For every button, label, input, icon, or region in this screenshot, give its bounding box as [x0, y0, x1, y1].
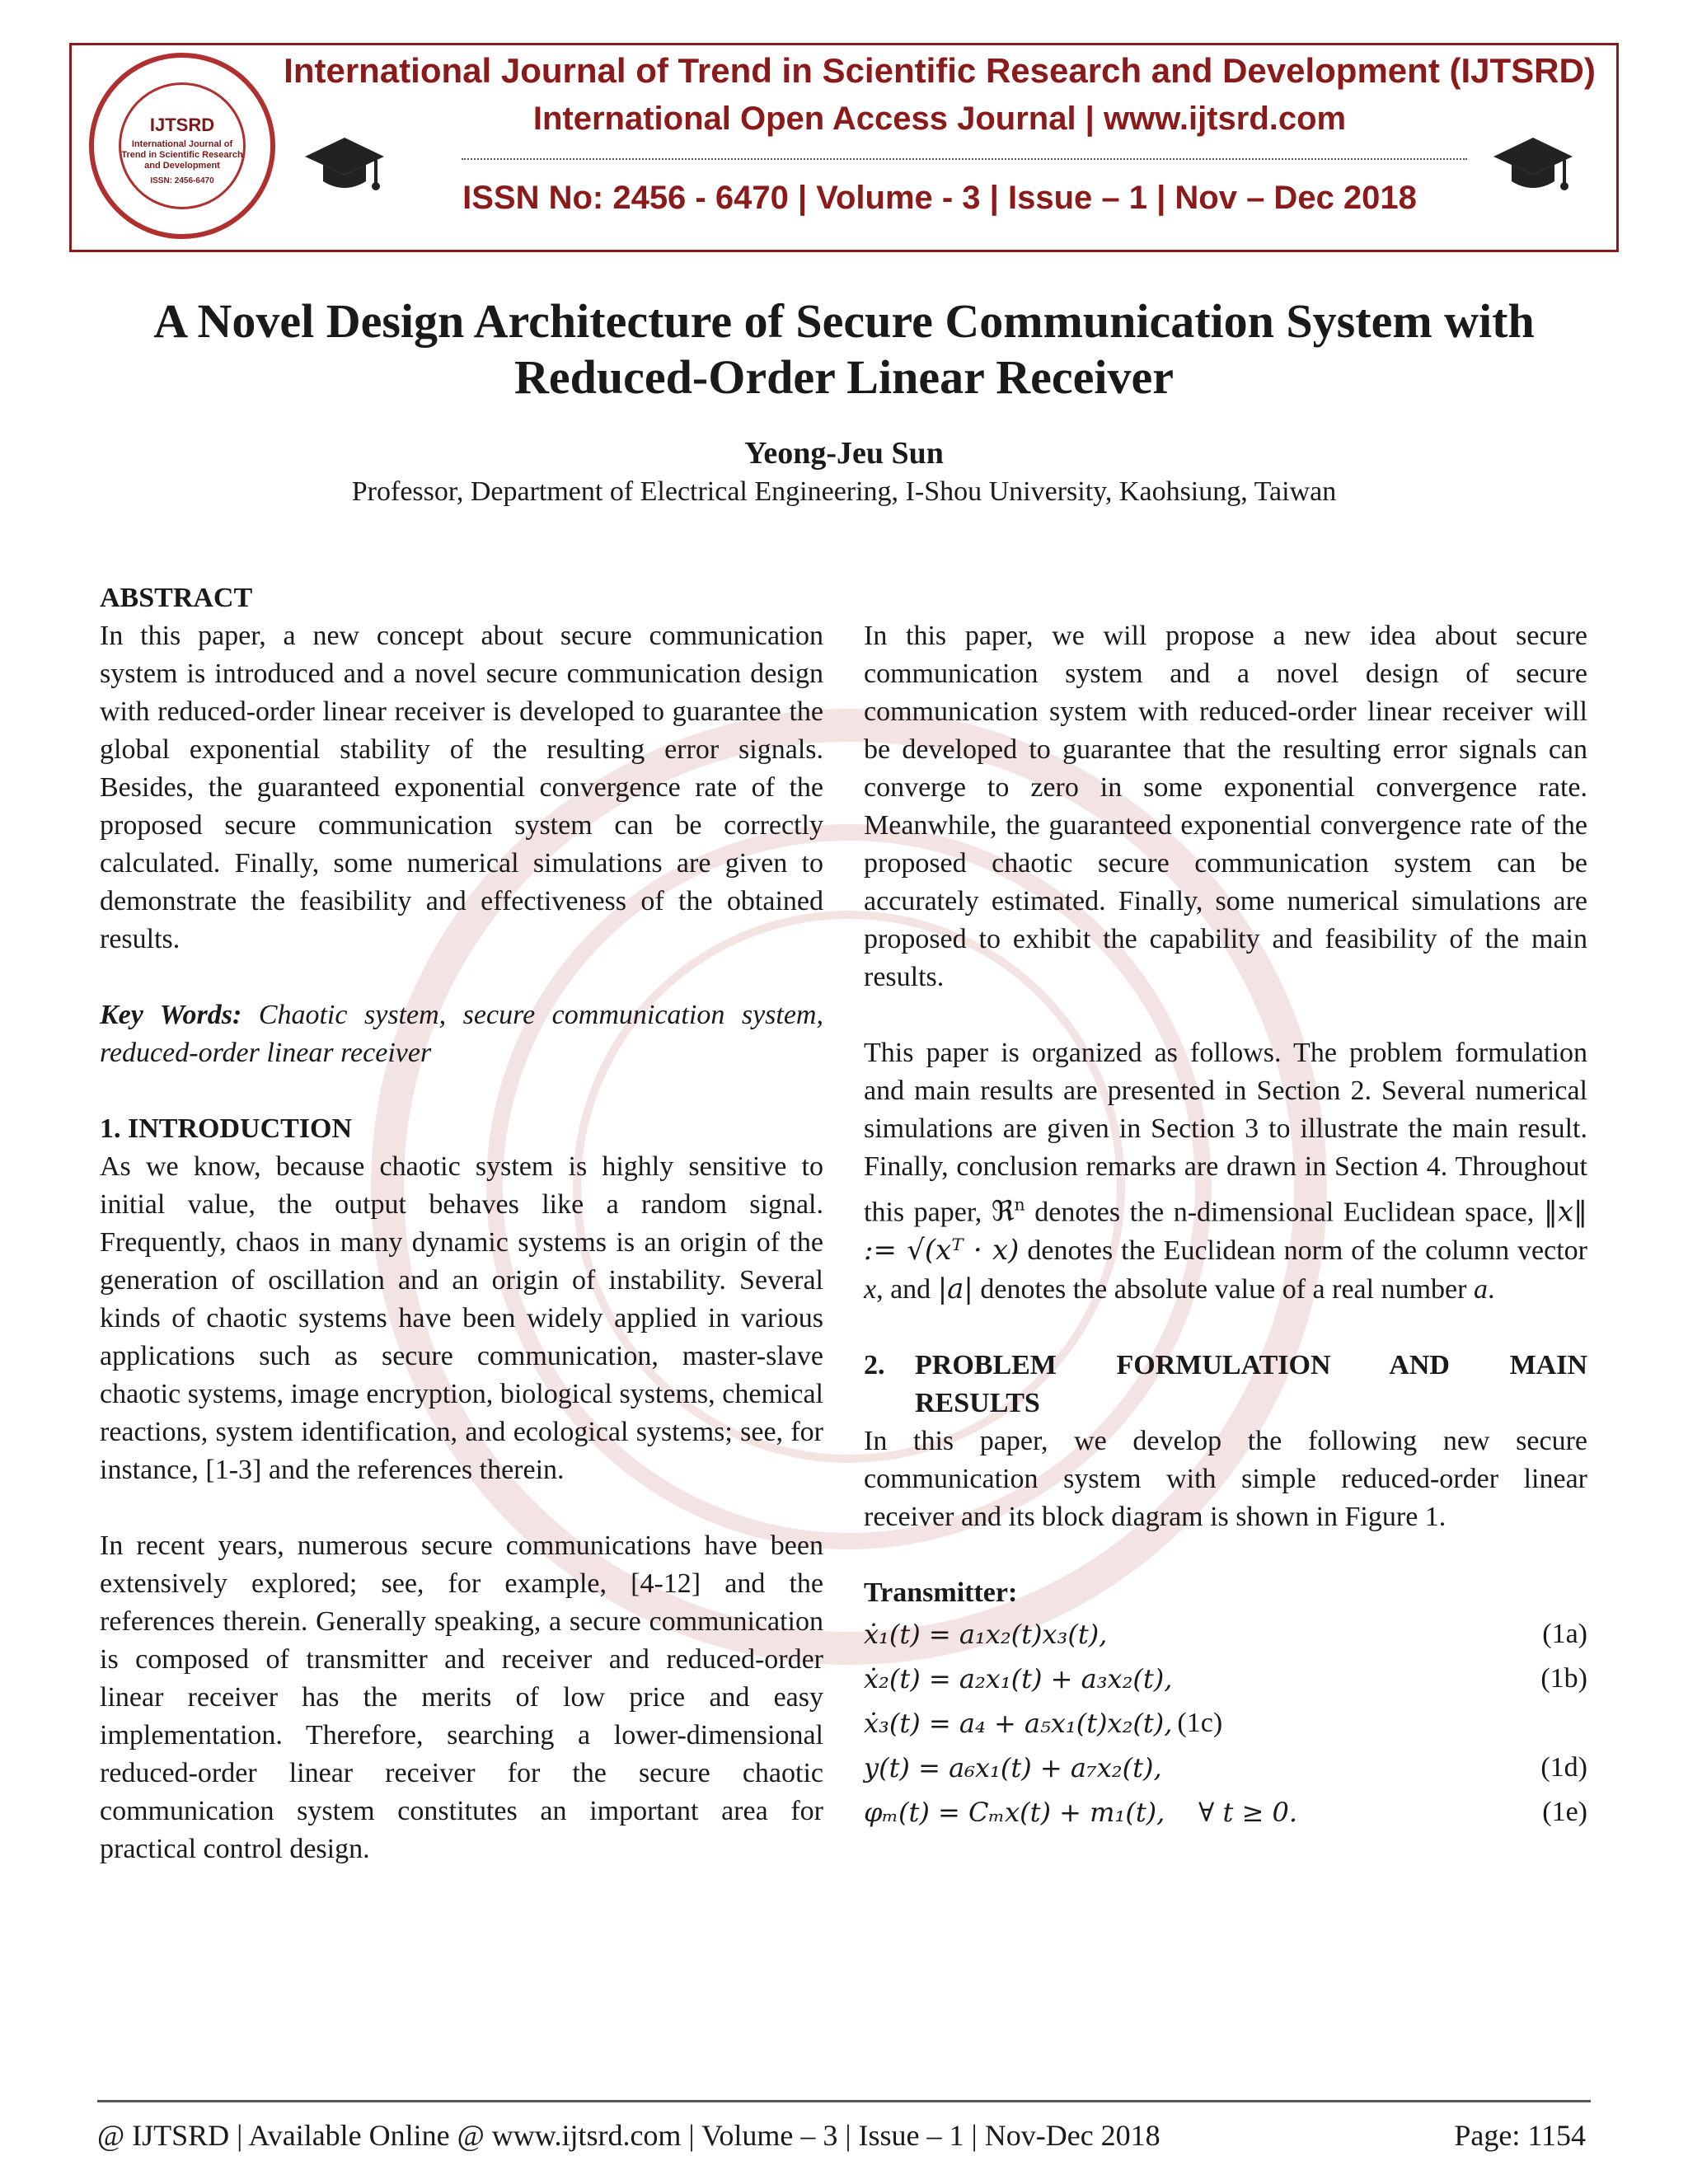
transmitter-heading: Transmitter: — [864, 1577, 1018, 1609]
introduction-heading: 1. INTRODUCTION — [100, 1113, 353, 1144]
transmitter-equations — [864, 1612, 1587, 1835]
equation-row — [864, 1790, 1587, 1835]
abstract-heading: ABSTRACT — [100, 583, 253, 613]
author-affiliation: Professor, Department of Electrical Engineering, I-Shou University, Kaohsiung, Taiwan — [351, 476, 1337, 507]
page-number: Page: 1154 — [1454, 2119, 1586, 2152]
equation-row — [864, 1701, 1587, 1746]
right-column — [864, 617, 1587, 1835]
variable-a: a — [1473, 1274, 1488, 1305]
logo-text: International Journal of Trend in Scientific Research and Development — [121, 139, 243, 171]
journal-title: International Journal of Trend in Scientific Research and Development (IJTSRD) — [284, 51, 1596, 90]
equation-expr: ẋ₃(t) = a₄ + a₅x₁(t)x₂(t), — [864, 1708, 1173, 1740]
section-2-heading-line1: PROBLEM FORMULATION AND MAIN — [915, 1350, 1587, 1381]
notation-text-c: denotes the Euclidean norm of the column vector — [1027, 1235, 1587, 1267]
ijtsrd-logo — [89, 53, 275, 239]
header-divider — [462, 158, 1467, 160]
section-2-heading-line2: RESULTS — [915, 1388, 1040, 1419]
keywords-label: Key Words: — [100, 1000, 242, 1030]
abstract-text: In this paper, a new concept about secure communication system is introduced and a novel secure communication design with reduced-order linear receiver is developed to guarantee the global exponential stability of the resulting error signals. Besides, the guaranteed exponential convergence rate of the proposed secure communication system can be correctly calculated. Finally, some numerical simulations are given to demonstrate the feasibility and effectiveness of the obtained results. — [100, 621, 823, 954]
paper-title-line2: Reduced-Order Linear Receiver — [514, 350, 1174, 404]
equation-row — [864, 1612, 1587, 1657]
equation-expr: ẋ₂(t) = a₂x₁(t) + a₃x₂(t), — [864, 1663, 1173, 1695]
keywords — [100, 996, 823, 1072]
real-space-symbol: ℜ$^n$ — [991, 1195, 1025, 1229]
equation-label: (1c) — [1177, 1708, 1223, 1739]
section-2-paragraph-1: In this paper, we develop the following new secure communication system with simple reduced-order linear receiver and its block diagram is shown in Figure 1. — [864, 1426, 1587, 1533]
section-2-heading — [864, 1347, 1587, 1385]
equation-expr: ẋ₁(t) = a₁x₂(t)x₃(t), — [864, 1619, 1108, 1651]
notation-text-f: . — [1487, 1274, 1495, 1305]
section-2-number: 2. — [864, 1350, 885, 1381]
introduction-paragraph-2: In recent years, numerous secure communications have been extensively explored; see, for example, [4-12] and the references therein. Generally speaking, a secure communication is composed of transmitter and receiver and reduced-order linear receiver has the merits of low price and easy implementation. Therefore, searching a lower-dimensional reduced-order linear receiver for the secure chaotic communication system constitutes an important area for practical control design. — [100, 1530, 823, 1864]
norm-definition: ‖x‖ := √(xᵀ · x) — [864, 1195, 1587, 1268]
equation-label: (1a) — [1542, 1619, 1587, 1650]
notation-text-a: This paper is organized as follows. The problem formulation and main results are presented in Section 2. Several numerical simulations are given in Section 3 to illustrate the main result. Finally, conclusion remarks are drawn in Section 4. Throughout this paper, — [864, 1038, 1587, 1228]
notation-text-b: denotes the n-dimensional Euclidean space, — [1034, 1197, 1535, 1228]
paper-title — [0, 293, 1688, 405]
logo-issn: ISSN: 2456-6470 — [150, 176, 214, 185]
keywords-text: Chaotic system, secure communication system, reduced-order linear receiver — [100, 1000, 823, 1068]
equation-expr: φₘ(t) = Cₘx(t) + m₁(t), ∀ t ≥ 0. — [864, 1797, 1298, 1829]
footer-citation: @ IJTSRD | Available Online @ www.ijtsrd.com | Volume – 3 | Issue – 1 | Nov-Dec 2018 — [97, 2119, 1160, 2152]
logo-abbr: IJTSRD — [149, 115, 215, 135]
notation-paragraph — [864, 1034, 1587, 1309]
equation-label: (1d) — [1540, 1752, 1587, 1783]
paper-title-line1: A Novel Design Architecture of Secure Communication System with — [153, 294, 1535, 348]
introduction-paragraph-1: As we know, because chaotic system is highly sensitive to initial value, the output behaves like a random signal. Frequently, chaos in many dynamic systems is an origin of the generation of oscillation and an origin of instability. Several kinds of chaotic systems have been widely applied in various applications such as secure communication, master-slave chaotic systems, image encryption, biological systems, chemical reactions, system identification, and ecological systems; see, for instance, [1-3] and the references therein. — [100, 1151, 823, 1485]
journal-subtitle: International Open Access Journal | www.ijtsrd.com — [532, 101, 1347, 137]
equation-label: (1b) — [1540, 1663, 1587, 1694]
issn-volume-line: ISSN No: 2456 - 6470 | Volume - 3 | Issue – 1 | Nov – Dec 2018 — [462, 180, 1417, 216]
equation-row — [864, 1657, 1587, 1701]
variable-x: x — [864, 1274, 877, 1305]
left-column — [100, 579, 823, 1868]
equation-expr: y(t) = a₆x₁(t) + a₇x₂(t), — [864, 1752, 1162, 1784]
equation-row — [864, 1746, 1587, 1790]
footer-divider — [97, 2100, 1591, 2102]
right-paragraph-1: In this paper, we will propose a new idea about secure communication system and a novel design of secure communication system with reduced-order linear receiver will be developed to guarantee that the resulting error signals can converge to zero in some exponential convergence rate. Meanwhile, the guaranteed exponential convergence rate of the proposed chaotic secure communication system can be accurately estimated. Finally, some numerical simulations are proposed to exhibit the capability and feasibility of the main results. — [864, 621, 1587, 992]
notation-text-d: , and — [876, 1274, 931, 1305]
equation-label: (1e) — [1542, 1797, 1587, 1828]
notation-text-e: denotes the absolute value of a real number — [980, 1274, 1467, 1305]
author-name: Yeong-Jeu Sun — [744, 436, 944, 471]
absolute-value-expr: |a| — [937, 1272, 973, 1306]
